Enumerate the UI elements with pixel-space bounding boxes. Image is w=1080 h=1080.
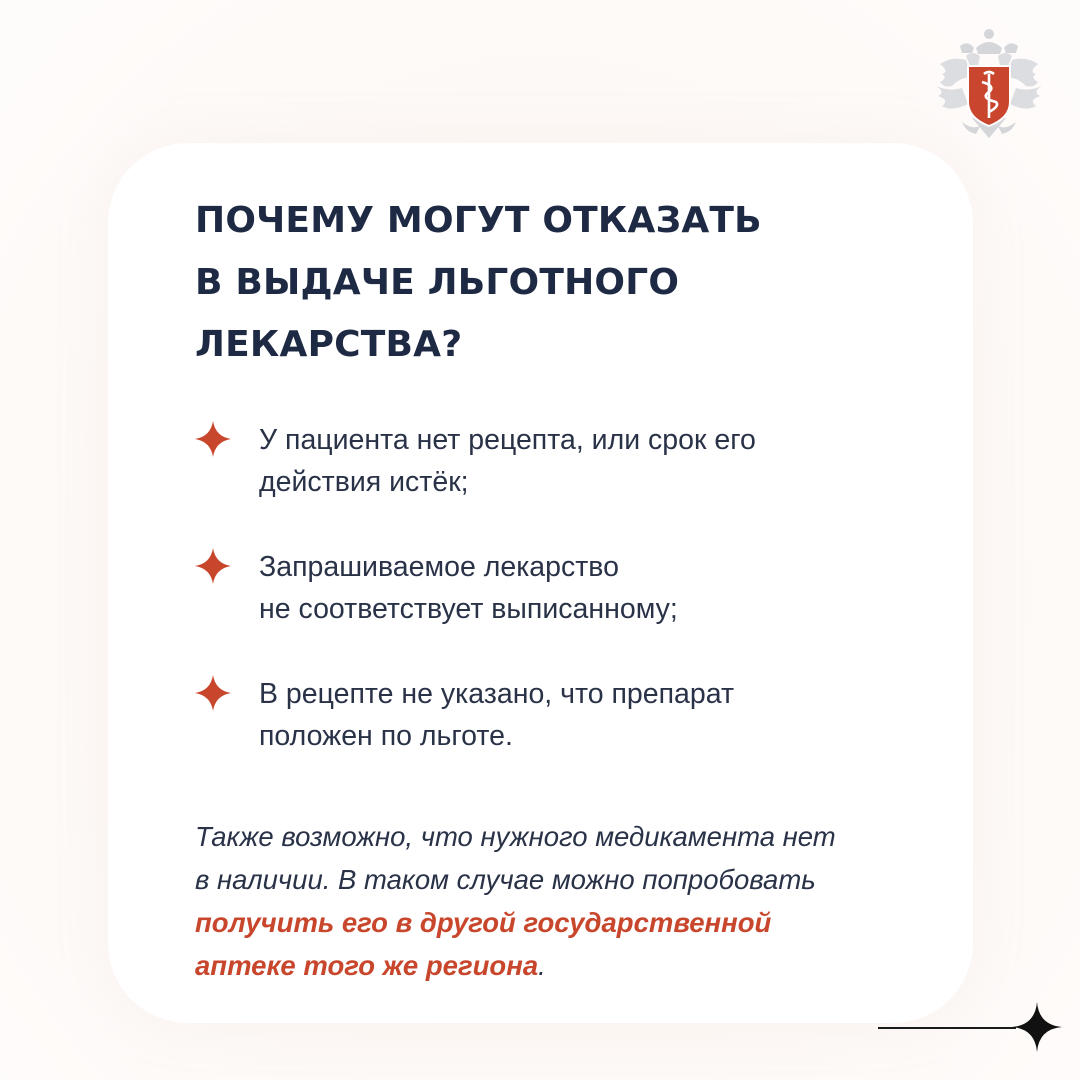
- reason-line: положен по льготе.: [259, 720, 513, 752]
- note-accent-line: аптеке того же региона: [195, 950, 539, 981]
- reason-text: [259, 673, 899, 757]
- reason-item: [195, 546, 895, 646]
- reason-line: Запрашиваемое лекарство: [259, 551, 619, 583]
- reason-line: В рецепте не указано, что препарат: [259, 678, 735, 710]
- reason-line: У пациента нет рецепта, или срок его: [259, 424, 756, 456]
- reason-line: действия истёк;: [259, 466, 469, 498]
- note-accent-line: получить его в другой государственной: [195, 907, 772, 938]
- title-line: ПОЧЕМУ МОГУТ ОТКАЗАТЬ: [195, 200, 762, 241]
- title-line: В ВЫДАЧЕ ЛЬГОТНОГО: [195, 262, 680, 303]
- four-point-star-icon: [195, 675, 231, 711]
- reason-text: [259, 419, 899, 503]
- title-line: ЛЕКАРСТВА?: [195, 324, 463, 365]
- note-end-punctuation: .: [538, 950, 546, 981]
- note-line: Также возможно, что нужного медикамента нет: [195, 821, 836, 852]
- note-paragraph: [195, 815, 955, 987]
- page-title: [195, 190, 895, 376]
- four-point-star-icon: [195, 548, 231, 584]
- reason-item: [195, 673, 895, 773]
- four-point-star-icon: [195, 421, 231, 457]
- note-line: в наличии. В таком случае можно попробовать: [195, 864, 816, 895]
- decorative-line: [878, 1027, 1016, 1029]
- ministry-emblem-logo: [932, 26, 1046, 144]
- reason-text: [259, 546, 899, 630]
- crown-icon: [960, 29, 1018, 54]
- reason-line: не соответствует выписанному;: [259, 593, 678, 625]
- reason-item: [195, 419, 895, 519]
- sparkle-star-icon: [1012, 1002, 1062, 1052]
